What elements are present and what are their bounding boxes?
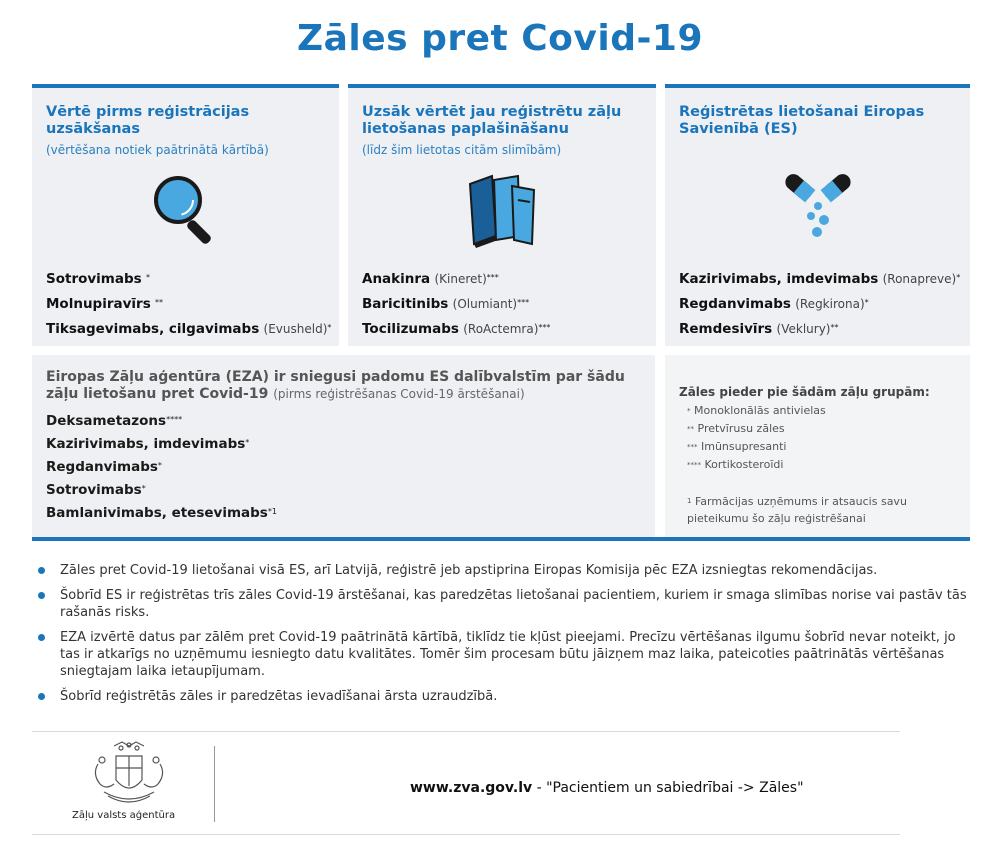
bullet-dot-icon bbox=[38, 693, 45, 700]
logo-text: Zāļu valsts aģentūra bbox=[72, 810, 176, 821]
legend-footnote: $^1$ Farmācijas uzņēmums ir atsaucis savu pieteikumu šo zāļu reģistrēšanai bbox=[687, 495, 907, 525]
list-item: Anakinra (Kineret)*** bbox=[362, 271, 499, 287]
panel-subheading: (līdz šim lietotas citām slimībām) bbox=[362, 143, 562, 157]
list-item: Regdanvimabs (Regkirona)* bbox=[679, 296, 869, 312]
panel-ema-advice bbox=[32, 355, 655, 537]
website-reference: www.zva.gov.lv - "Pacientiem un sabiedrībai -> Zāles" bbox=[410, 780, 804, 796]
website-link[interactable]: www.zva.gov.lv bbox=[410, 780, 533, 796]
divider-line bbox=[32, 537, 970, 541]
books-icon bbox=[348, 170, 656, 250]
bullet-dot-icon bbox=[38, 567, 45, 574]
panel-registered bbox=[665, 84, 970, 346]
panel-subheading: (vērtēšana notiek paātrinātā kārtībā) bbox=[46, 143, 269, 157]
list-item: Kazirivimabs, imdevimabs (Ronapreve)* bbox=[679, 271, 961, 287]
list-item: Molnupiravīrs ** bbox=[46, 296, 164, 312]
list-item: Tocilizumabs (RoActemra)*** bbox=[362, 321, 551, 337]
legend-item: ** Pretvīrusu zāles bbox=[687, 422, 785, 435]
list-item: Deksametazons**** bbox=[46, 413, 183, 429]
bullet-item: Zāles pret Covid-19 lietošanai visā ES, arī Latvijā, reģistrē jeb apstiprina Eiropas Komisija pēc EZA izsniegtas rekomendācijas. bbox=[32, 562, 972, 579]
bullet-dot-icon bbox=[38, 634, 45, 641]
list-item: Bamlanivimabs, etesevimabs$^{*1}$ bbox=[46, 505, 277, 521]
list-item: Baricitinibs (Olumiant)*** bbox=[362, 296, 530, 312]
panel-extension bbox=[348, 84, 656, 346]
list-item: Remdesivīrs (Veklury)** bbox=[679, 321, 839, 337]
footer bbox=[32, 731, 900, 835]
panel-legend bbox=[665, 355, 970, 537]
bullet-dot-icon bbox=[38, 592, 45, 599]
panel-heading: Reģistrētas lietošanai Eiropas Savienībā (ES) bbox=[679, 104, 925, 137]
bullet-item: Šobrīd ES ir reģistrētas trīs zāles Covid-19 ārstēšanai, kas paredzētas lietošanai pacientiem, kuriem ir smaga slimības norise vai pastāv tās rašanās risks. bbox=[32, 587, 972, 621]
bullet-item: Šobrīd reģistrētās zāles ir paredzētas ievadīšanai ārsta uzraudzībā. bbox=[32, 688, 972, 705]
panel-heading: Vērtē pirms reģistrācijas uzsākšanas bbox=[46, 104, 250, 137]
bullet-item: EZA izvērtē datus par zālēm pret Covid-19 paātrinātā kārtībā, tiklīdz tie kļūst pieejami. Precīzu vērtēšanas ilgumu šobrīd nevar noteikt, jo tas ir atkarīgs no uzņēmumu iesniegto datu kvalitātes. Tomēr šim procesam būtu jāizņem maz laika, pateicoties paātrinātās vērtēšanas sniegtajam laika ietaupījumam. bbox=[32, 629, 972, 680]
list-item: Regdanvimabs* bbox=[46, 459, 162, 475]
legend-item: * Monoklonālās antivielas bbox=[687, 404, 826, 417]
legend-item: **** Kortikosteroīdi bbox=[687, 458, 784, 471]
page-title: Zāles pret Covid-19 bbox=[296, 18, 704, 59]
advice-heading: Eiropas Zāļu aģentūra (EZA) ir sniegusi padomu ES dalībvalstīm par šādu zāļu lietošanu pret Covid-19 (pirms reģistrēšanas Covid-19 ārstēšanai) bbox=[46, 369, 625, 402]
footer-divider bbox=[214, 746, 215, 822]
legend-heading: Zāles pieder pie šādām zāļu grupām: bbox=[679, 385, 930, 399]
list-item: Sotrovimabs* bbox=[46, 482, 146, 498]
magnifier-icon bbox=[32, 170, 339, 250]
info-bullets bbox=[32, 562, 972, 713]
coat-of-arms-logo-icon bbox=[84, 740, 174, 810]
legend-item: *** Imūnsupresanti bbox=[687, 440, 787, 453]
panel-pre-registration bbox=[32, 84, 339, 346]
list-item: Kazirivimabs, imdevimabs* bbox=[46, 436, 250, 452]
capsules-icon bbox=[665, 170, 970, 250]
list-item: Tiksagevimabs, cilgavimabs (Evusheld)* bbox=[46, 321, 332, 337]
list-item: Sotrovimabs * bbox=[46, 271, 150, 287]
panel-heading: Uzsāk vērtēt jau reģistrētu zāļu lietošanas paplašināšanu bbox=[362, 104, 622, 137]
